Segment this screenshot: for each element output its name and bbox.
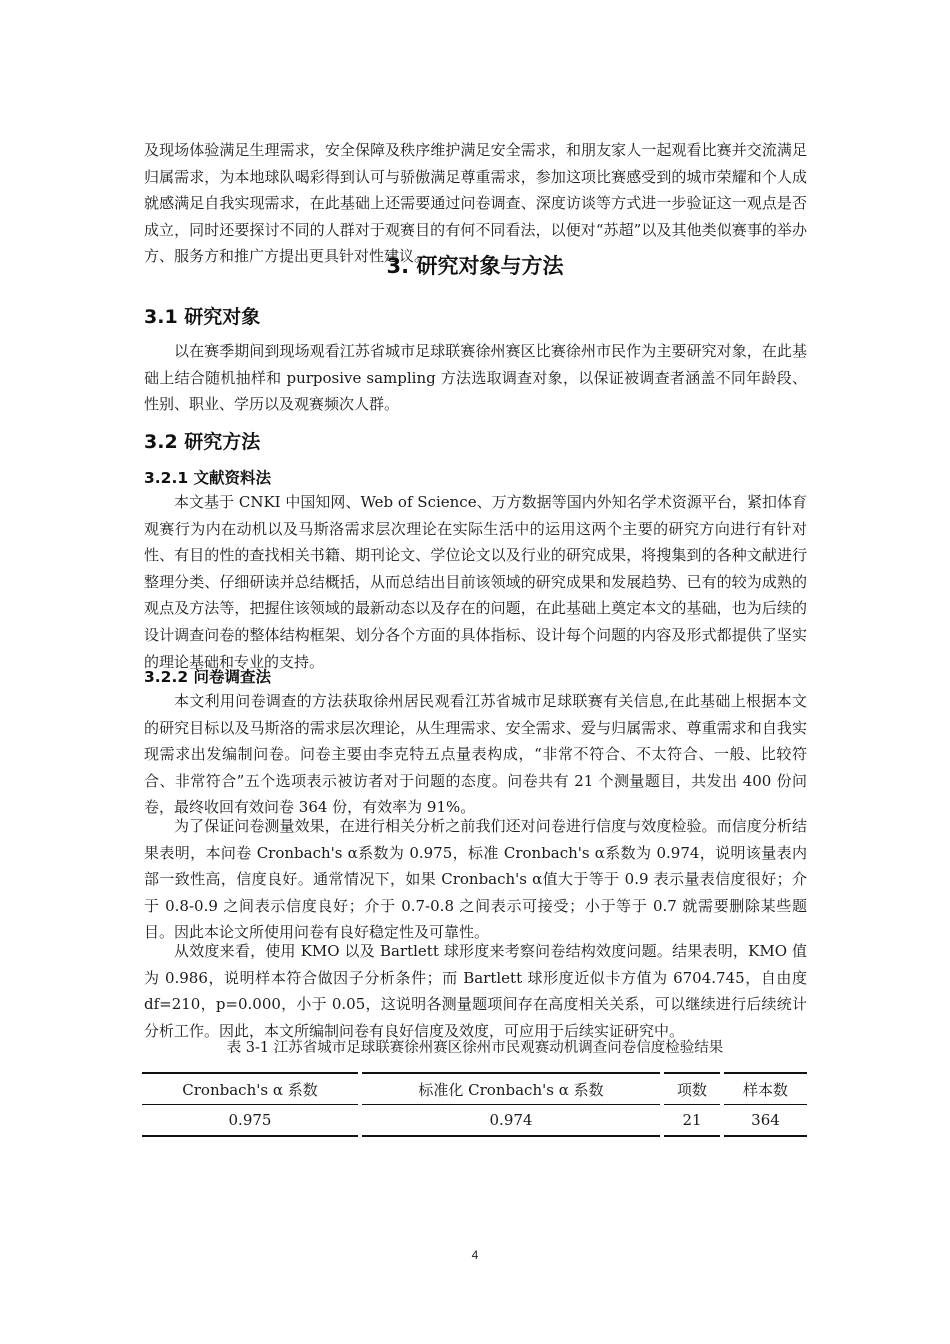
- table-cell-cronbach: 0.975: [142, 1105, 360, 1137]
- subsection-3-2-1-text: 本文基于 CNKI 中国知网、Web of Science、万方数据等国内外知名学术资源平台，紧扣体育观赛行为内在动机以及马斯洛需求层次理论在实际生活中的运用这两个主要的研究方向进行有针对性、有目的性的查找相关书籍、期刊论文、学位论文以及行业的研究成果，将搜集到的各种文献进行整理分类、仔细研读并总结概括，从而总结出目前该领域的研究成果和发展趋势、已有的较为成熟的观点及方法等，把握住该领域的最新动态以及存在的问题，在此基础上奠定本文的基础，也为后续的设计调查问卷的整体结构框架、划分各个方面的具体指标、设计每个问题的内容及形式都提供了坚实的理论基础和专业的支持。: [144, 493, 807, 671]
- questionnaire-paragraph-1: 本文利用问卷调查的方法获取徐州居民观看江苏省城市足球联赛有关信息,在此基础上根据本文的研究目标以及马斯洛的需求层次理论，从生理需求、安全需求、爱与归属需求、尊重需求和自我实现需求出发编制问卷。问卷主要由李克特五点量表构成，“非常不符合、不太符合、一般、比较符合、非常符合”五个选项表示被访者对于问题的态度。问卷共有 21 个测量题目，共发出 400 份问卷，最终收回有效问卷 364 份，有效率为 91%。: [144, 692, 807, 817]
- page-number: 4: [471, 1248, 479, 1262]
- table-header-row: [142, 1073, 807, 1105]
- section-title: 3. 研究对象与方法: [386, 254, 564, 278]
- questionnaire-paragraph-2: 为了保证问卷测量效果，在进行相关分析之前我们还对问卷进行信度与效度检验。而信度分析结果表明，本问卷 Cronbach's α系数为 0.975，标准 Cronbach's α系数为 0.974，说明该量表内部一致性高，信度良好。通常情况下，如果 Cronbach's α值大于等于 0.9 表示量表信度很好；介于 0.8-0.9 之间表示信度良好；介于 0.7-0.8 之间表示可接受；小于等于 0.7 就需要删除某些题目。因此本论文所使用问卷有良好稳定性及可靠性。: [144, 817, 807, 942]
- questionnaire-paragraph-3: 从效度来看，使用 KMO 以及 Bartlett 球形度来考察问卷结构效度问题。结果表明，KMO 值为 0.986，说明样本符合做因子分析条件；而 Bartlett 球形度近似卡方值为 6704.745，自由度 df=210，p=0.000，小于 0.05，这说明各测量题项间存在高度相关关系，可以继续进行后续统计分析工作。因此，本文所编制问卷有良好信度及效度，可应用于后续实证研究中。: [144, 942, 807, 1040]
- table-cell-standardized-cronbach: 0.974: [360, 1105, 662, 1137]
- reliability-table: [142, 1072, 807, 1137]
- subsection-3-1-text: 以在赛季期间到现场观看江苏省城市足球联赛徐州赛区比赛徐州市民作为主要研究对象，在此基础上结合随机抽样和 purposive sampling 方法选取调查对象，以保证被调查者涵盖不同年龄段、性别、职业、学历以及观赛频次人群。: [144, 342, 807, 414]
- table-header-sample-size: 样本数: [722, 1073, 807, 1105]
- table-row: [142, 1105, 807, 1137]
- subsection-3-2-2-title: 3.2.2 问卷调查法: [144, 668, 272, 686]
- table-header-standardized-cronbach: 标准化 Cronbach's α 系数: [360, 1073, 662, 1105]
- table-header-cronbach: Cronbach's α 系数: [142, 1073, 360, 1105]
- subsection-3-1-title: 3.1 研究对象: [144, 306, 261, 328]
- subsection-3-2-1-title: 3.2.1 文献资料法: [144, 469, 272, 487]
- table-cell-sample-size: 364: [722, 1105, 807, 1137]
- table-cell-item-count: 21: [662, 1105, 722, 1137]
- intro-paragraph: 及现场体验满足生理需求，安全保障及秩序维护满足安全需求，和朋友家人一起观看比赛并交流满足归属需求，为本地球队喝彩得到认可与骄傲满足尊重需求，参加这项比赛感受到的城市荣耀和个人成就感满足自我实现需求，在此基础上还需要通过问卷调查、深度访谈等方式进一步验证这一观点是否成立，同时还要探讨不同的人群对于观赛目的有何不同看法，以便对“苏超”以及其他类似赛事的举办方、服务方和推广方提出更具针对性建议。: [144, 141, 807, 266]
- table-header-item-count: 项数: [662, 1073, 722, 1105]
- table-caption: 表 3-1 江苏省城市足球联赛徐州赛区徐州市民观赛动机调查问卷信度检验结果: [226, 1040, 724, 1056]
- subsection-3-2-title: 3.2 研究方法: [144, 431, 261, 453]
